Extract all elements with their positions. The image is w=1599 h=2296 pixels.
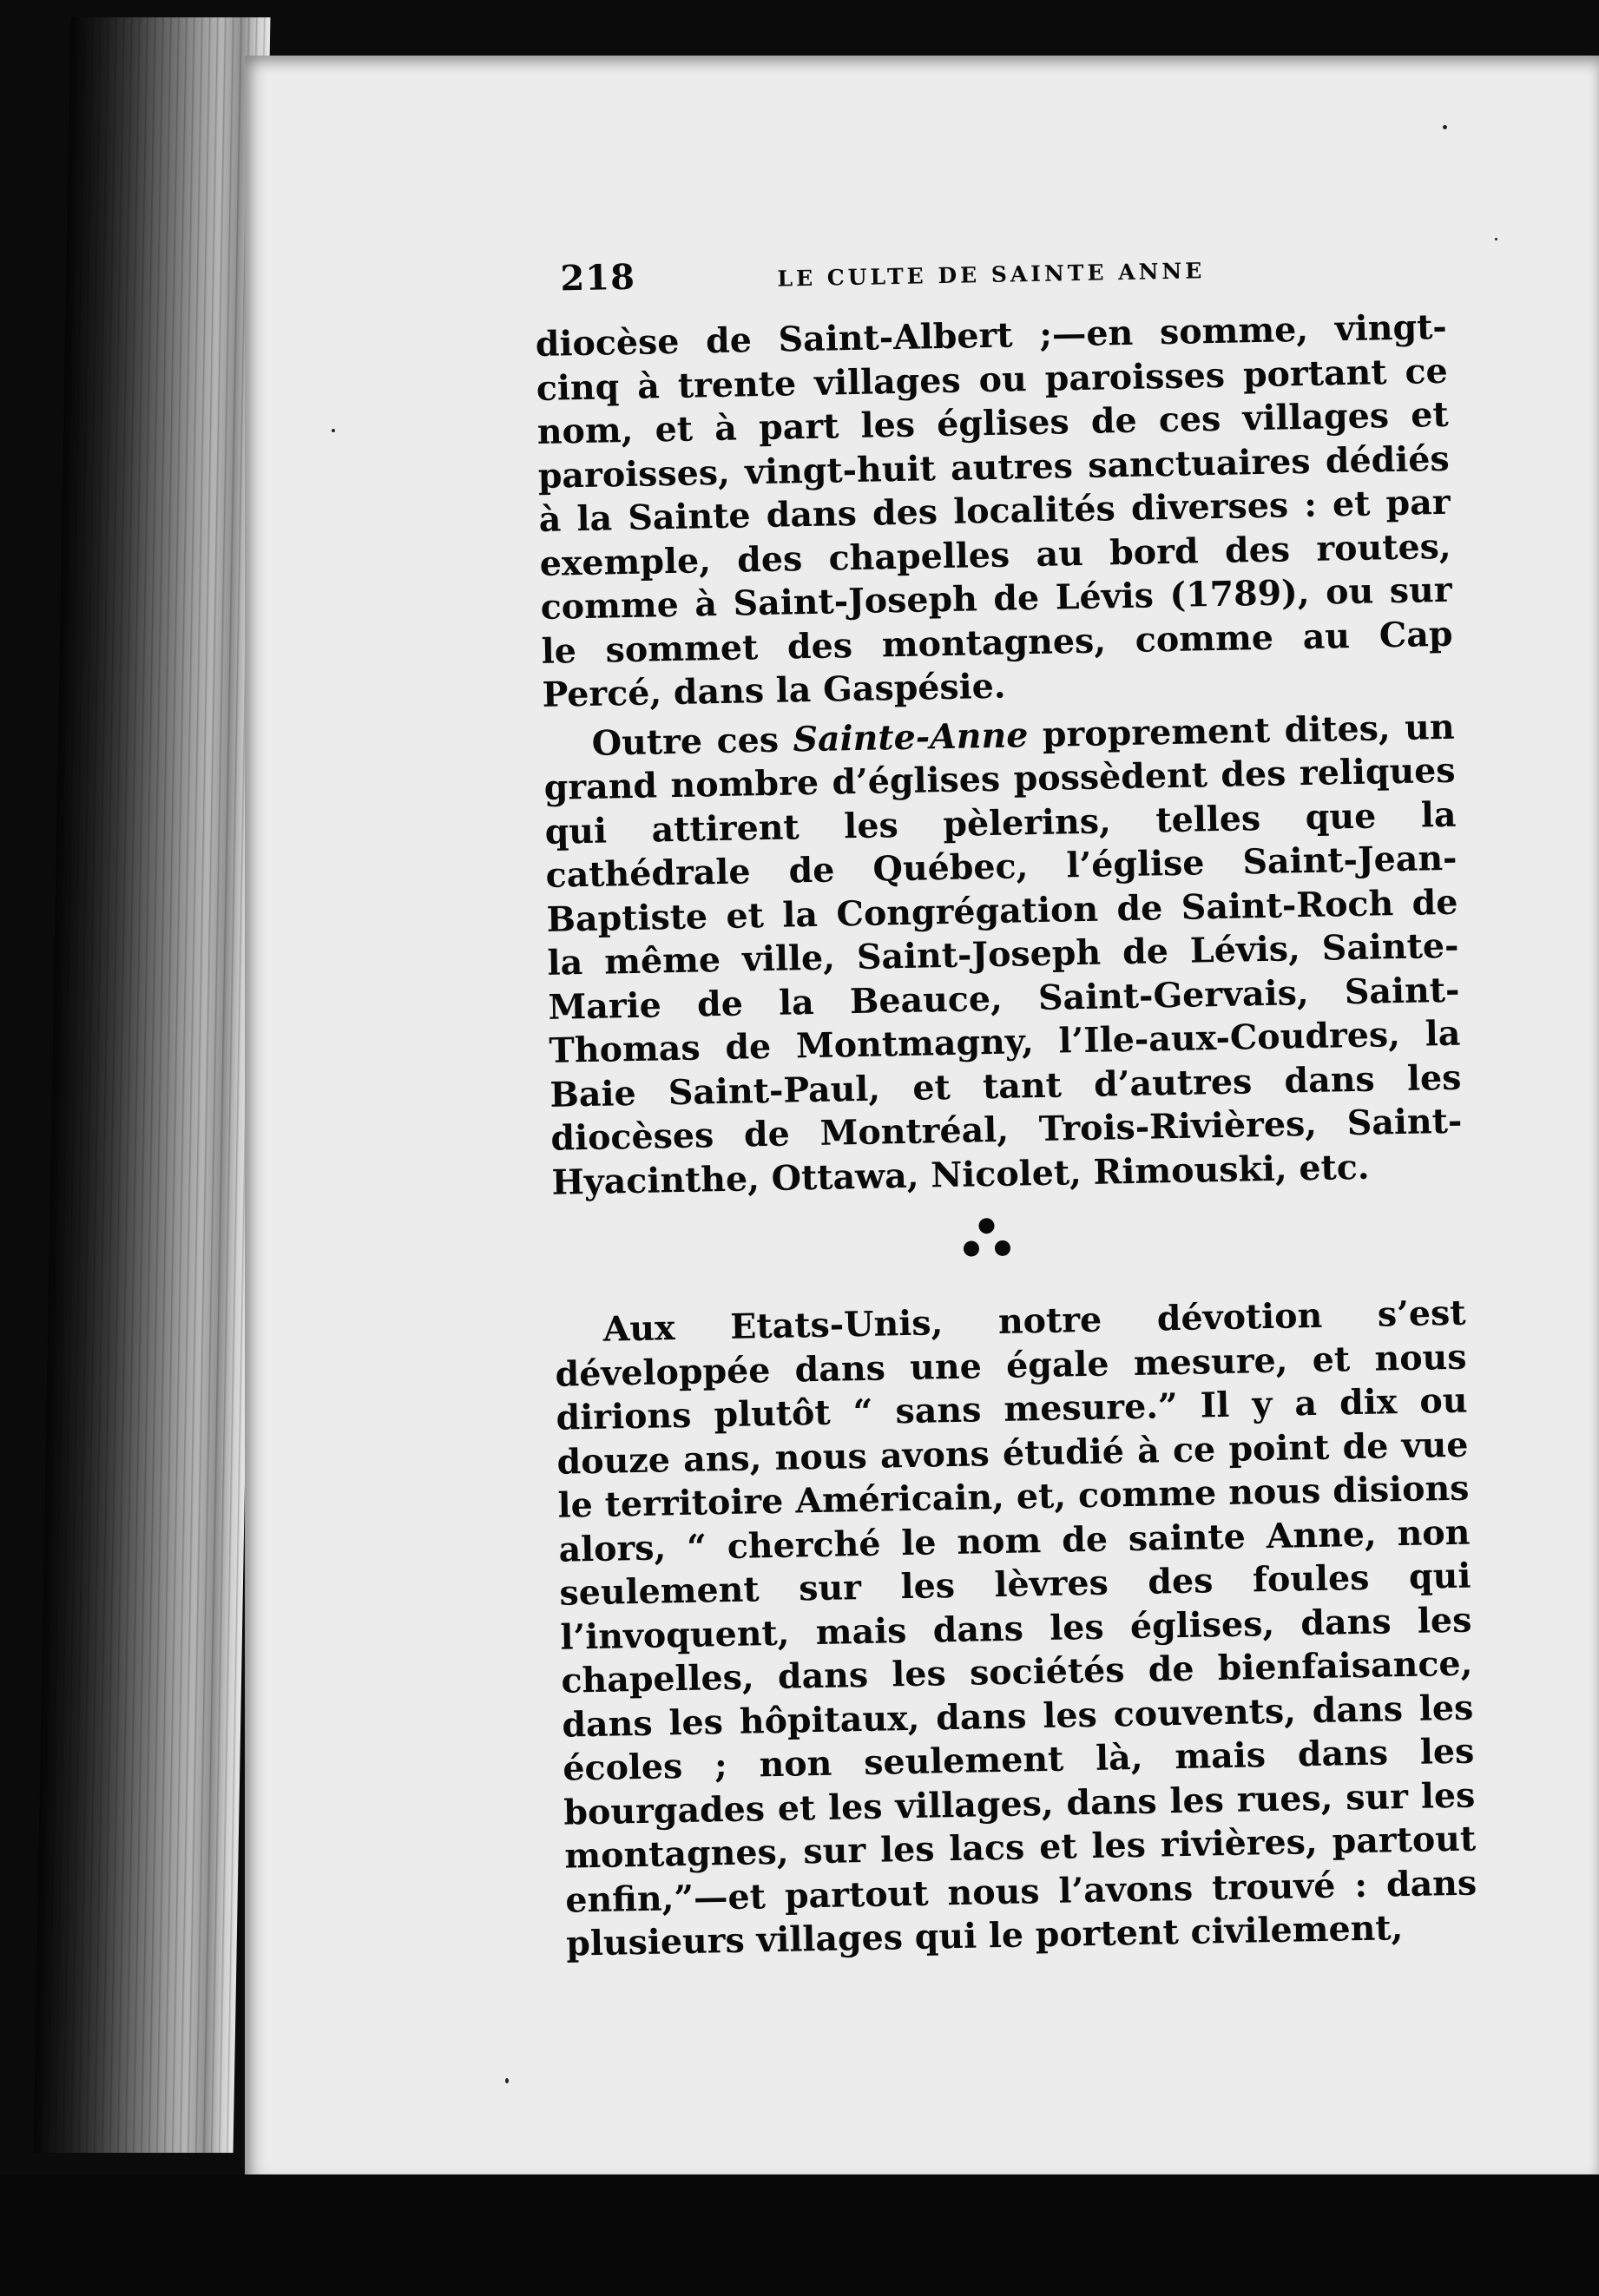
running-title: LE CULTE DE SAINTE ANNE (777, 258, 1206, 292)
paragraph-1: diocèse de Saint-Albert ;—en somme, vingt-cinq à trente villages ou paroisses portant ce nom, et à part les églises de ces villages et paroisses, vingt-huit autres sanctuaires dédiés à la Sainte dans des localités diverses : et par exemple, des chapelles au bord des routes, comme à Saint-Joseph de Lévis (1789), ou sur le sommet des montagnes, comme au Cap Percé, dans la Gaspésie. (535, 306, 1453, 715)
page-text-block (534, 241, 1478, 1966)
section-ornament (552, 1187, 1465, 1309)
paragraph-2 (543, 705, 1463, 1205)
book-page-edges (34, 17, 271, 2153)
page-number: 218 (559, 256, 636, 299)
paragraph-2-italic: Sainte-Anne (793, 714, 1029, 760)
paper-speck (1495, 238, 1497, 240)
paper-speck (332, 429, 335, 432)
paragraph-3: Aux Etats-Unis, notre dévotion s’est développée dans une égale mesure, et nous dirions plutôt “ sans mesure.” Il y a dix ou douze ans, nous avons étudié à ce point de vue le territoire Américain, et, comme nous disions alors, “ cherché le nom de sainte Anne, non seulement sur les lèvres des foules qui l’invoquent, mais dans les églises, dans les chapelles, dans les sociétés de bienfaisance, dans les hôpitaux, dans les couvents, dans les écoles ; non seulement là, mais dans les bourgades et les villages, dans les rues, sur les montagnes, sur les lacs et les rivières, partout enfin,”—et partout nous l’avons trouvé : dans plusieurs villages qui le portent civilement, (555, 1293, 1477, 1964)
paper-speck (505, 2078, 509, 2083)
paragraph-2-lead: Outre ces (591, 719, 793, 764)
paper-speck (1443, 125, 1447, 129)
scan-border-bottom (0, 2174, 1599, 2296)
paragraph-2-rest: proprement dites, un grand nombre d’églises possèdent des reliques qui attirent les pèlerins, telles que la cathédrale de Québec, l’église Saint-Jean-Baptiste et la Congrégation de Saint-Roch de la même ville, Saint-Joseph de Lévis, Sainte-Marie de la Beauce, Saint-Gervais, Saint-Thomas de Montmagny, l’Ile-aux-Coudres, la Baie Saint-Paul, et tant d’autres dans les diocèses de Montréal, Trois-Rivières, Saint-Hyacinthe, Ottawa, Nicolet, Rimouski, etc. (543, 707, 1463, 1203)
asterism-icon (960, 1214, 1013, 1263)
